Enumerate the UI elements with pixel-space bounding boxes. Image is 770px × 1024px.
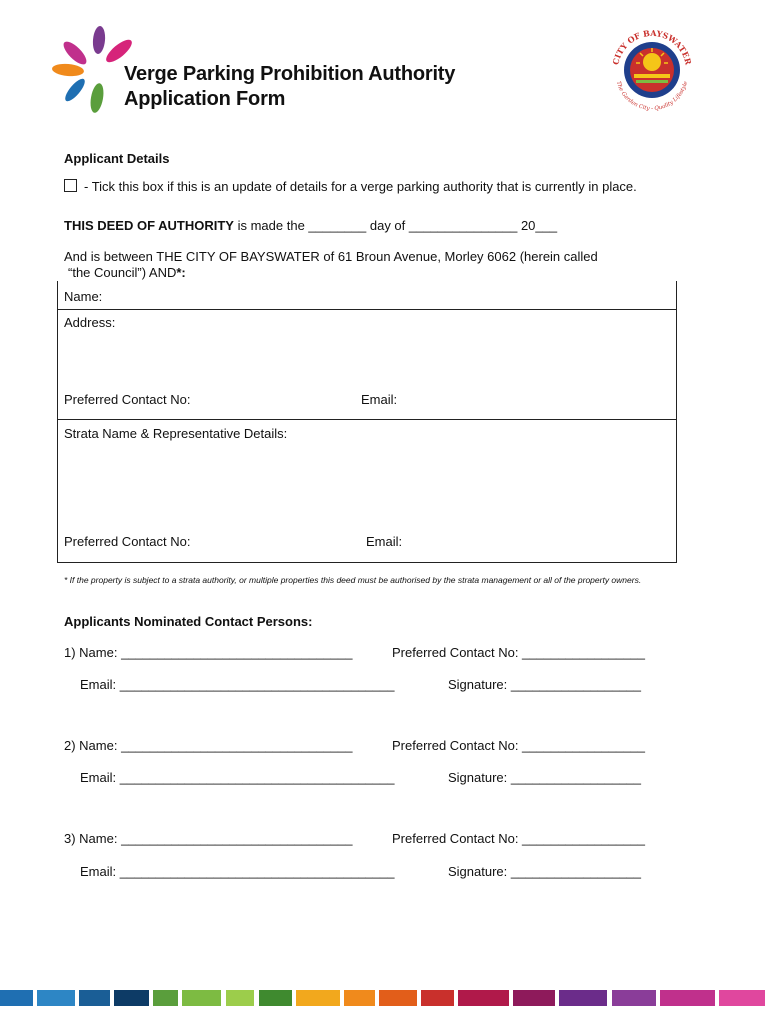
name-field[interactable]: Name: [64,289,103,304]
person-3-name-field[interactable]: 3) Name: ________________________________ [64,831,353,846]
person-2-contact-field[interactable]: Preferred Contact No: _________________ [392,738,645,753]
nominated-contacts-heading: Applicants Nominated Contact Persons: [64,614,313,629]
title-line-2: Application Form [124,88,286,110]
between-star: *: [176,265,186,280]
form-box-right-border [676,281,677,563]
city-of-bayswater-seal-icon [606,24,698,116]
address-field[interactable]: Address: [64,315,116,330]
strata-contact-field[interactable]: Preferred Contact No: [64,534,191,549]
person-3-email-field[interactable]: Email: ______________________________________ [80,864,395,879]
checkbox-label: - Tick this box if this is an update of details for a verge parking authority that is currently in place. [84,179,637,194]
strip-segment [513,990,555,1006]
strata-footnote: * If the property is subject to a strata authority, or multiple properties this deed must be authorised by the strata management or all of the property owners. [64,575,642,585]
person-1-email-field[interactable]: Email: ______________________________________ [80,677,395,692]
between-line-2 [68,265,186,281]
person-1-signature-field[interactable]: Signature: __________________ [448,677,642,692]
applicant-details-heading: Applicant Details [64,151,170,166]
strip-segment [379,990,416,1006]
strip-gap [765,990,769,1006]
footer-color-strip [0,990,770,1006]
strip-segment [114,990,149,1006]
deed-line [64,218,557,234]
svg-text:CITY OF BAYSWATER: CITY OF BAYSWATER [610,27,694,66]
strip-segment [0,990,33,1006]
strip-segment [458,990,508,1006]
strip-segment [37,990,74,1006]
email-field[interactable]: Email: [361,392,398,407]
form-divider-1 [57,309,677,310]
preferred-contact-field[interactable]: Preferred Contact No: [64,392,191,407]
form-box-bottom-border [57,562,677,563]
strip-segment [344,990,375,1006]
strip-segment [182,990,221,1006]
person-2-name-field[interactable]: 2) Name: ________________________________ [64,738,353,753]
person-1-contact-field[interactable]: Preferred Contact No: _________________ [392,645,645,660]
strip-segment [296,990,340,1006]
strip-segment [79,990,110,1006]
strip-segment [612,990,656,1006]
svg-text:The Garden City - Quality Life: The Garden City - Quality Lifestyle [614,80,690,113]
between-text: “the Council”) AND [68,265,177,280]
between-line-1: And is between THE CITY OF BAYSWATER of 61 Broun Avenue, Morley 6062 (herein called [64,249,598,264]
person-3-signature-field[interactable]: Signature: __________________ [448,864,642,879]
update-details-checkbox[interactable] [64,179,77,192]
person-3-contact-field[interactable]: Preferred Contact No: _________________ [392,831,645,846]
strata-email-field[interactable]: Email: [366,534,403,549]
strip-segment [226,990,255,1006]
person-2-signature-field[interactable]: Signature: __________________ [448,770,642,785]
form-box-left-border [57,281,58,563]
page-title [124,62,455,112]
strip-segment [559,990,607,1006]
title-line-1: Verge Parking Prohibition Authority [124,63,456,85]
strip-segment [719,990,765,1006]
strata-details-field[interactable]: Strata Name & Representative Details: [64,426,288,441]
form-divider-2 [57,419,677,420]
strip-segment [259,990,292,1006]
strip-segment [153,990,177,1006]
flower-petals-logo-icon [42,18,137,116]
strip-segment [421,990,454,1006]
person-2-email-field[interactable]: Email: ______________________________________ [80,770,395,785]
person-1-name-field[interactable]: 1) Name: ________________________________ [64,645,353,660]
strip-segment [660,990,715,1006]
deed-bold-text: THIS DEED OF AUTHORITY [64,218,234,233]
deed-rest-text: is made the ________ day of _______________ 20___ [237,218,558,233]
